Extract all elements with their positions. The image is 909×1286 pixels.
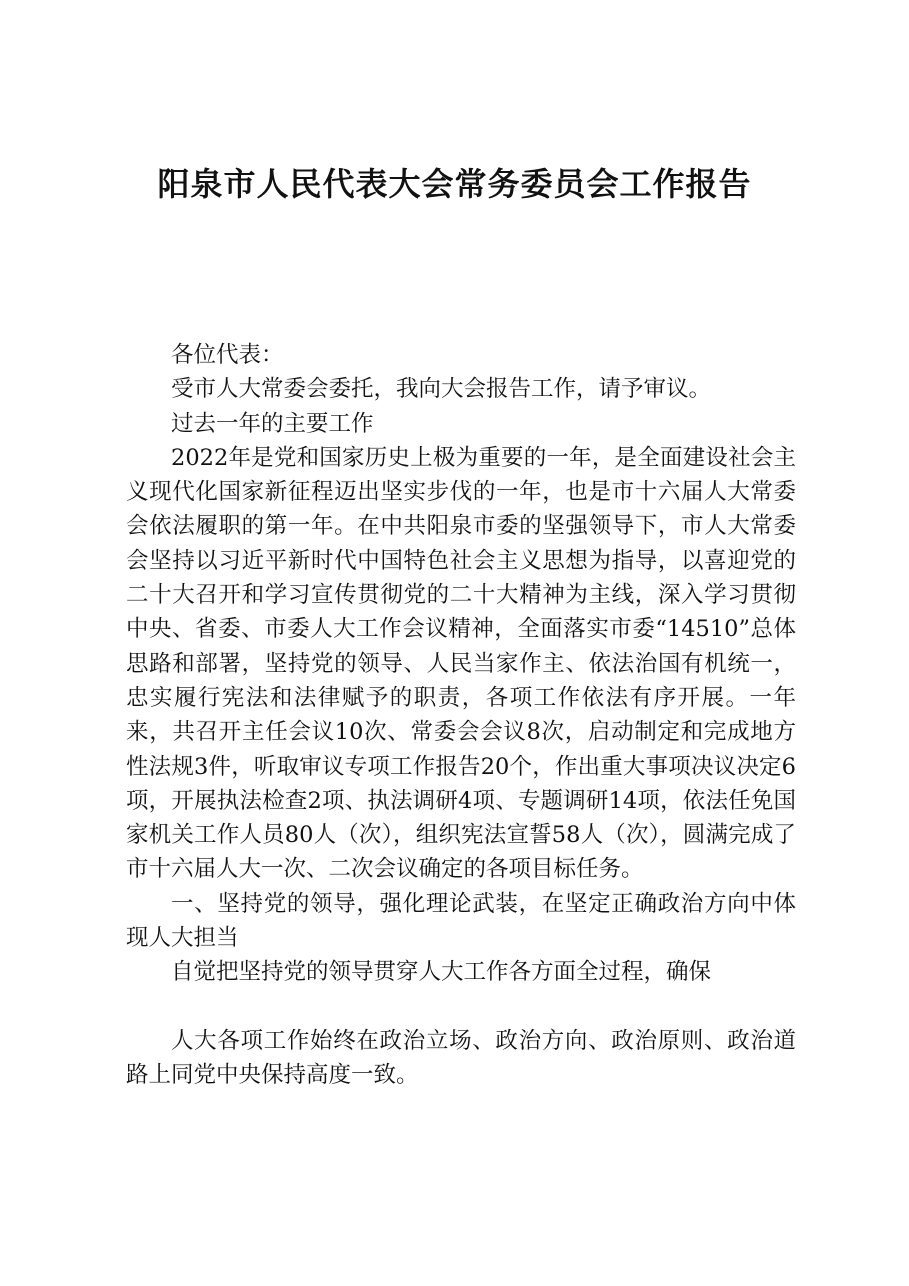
document-body — [126, 338, 796, 1092]
summary-paragraph: 2022年是党和国家历史上极为重要的一年，是全面建设社会主义现代化国家新征程迈出坚实步伐的一年，也是市十六届人大常委会依法履职的第一年。在中共阳泉市委的坚强领导下，市人大常委会坚持以习近平新时代中国特色社会主义思想为指导，以喜迎党的二十大召开和学习宣传贯彻党的二十大精神为主线，深入学习贯彻中央、省委、市委人大工作会议精神，全面落实市委“14510”总体思路和部署，坚持党的领导、人民当家作主、依法治国有机统一，忠实履行宪法和法律赋予的职责，各项工作依法有序开展。一年来，共召开主任会议10次、常委会会议8次，启动制定和完成地方性法规3件，听取审议专项工作报告20个，作出重大事项决议决定6项，开展执法检查2项、执法调研4项、专题调研14项，依法任免国家机关工作人员80人（次），组织宪法宣誓58人（次），圆满完成了市十六届人大一次、二次会议确定的各项目标任务。 — [126, 444, 796, 883]
section-heading-one: 一、坚持党的领导，强化理论武装，在坚定正确政治方向中体现人大担当 — [126, 890, 796, 952]
body-paragraph: 自觉把坚持党的领导贯穿人大工作各方面全过程，确保 — [171, 959, 712, 986]
intro-paragraph: 受市人大常委会委托，我向大会报告工作，请予审议。 — [171, 376, 712, 403]
salutation-paragraph: 各位代表： — [171, 342, 284, 368]
body-paragraph-continued: 人大各项工作始终在政治立场、政治方向、政治原则、政治道路上同党中央保持高度一致。 — [126, 1027, 796, 1088]
document-title: 阳泉市人民代表大会常务委员会工作报告 — [157, 165, 752, 203]
section-heading-past-year: 过去一年的主要工作 — [171, 410, 374, 437]
